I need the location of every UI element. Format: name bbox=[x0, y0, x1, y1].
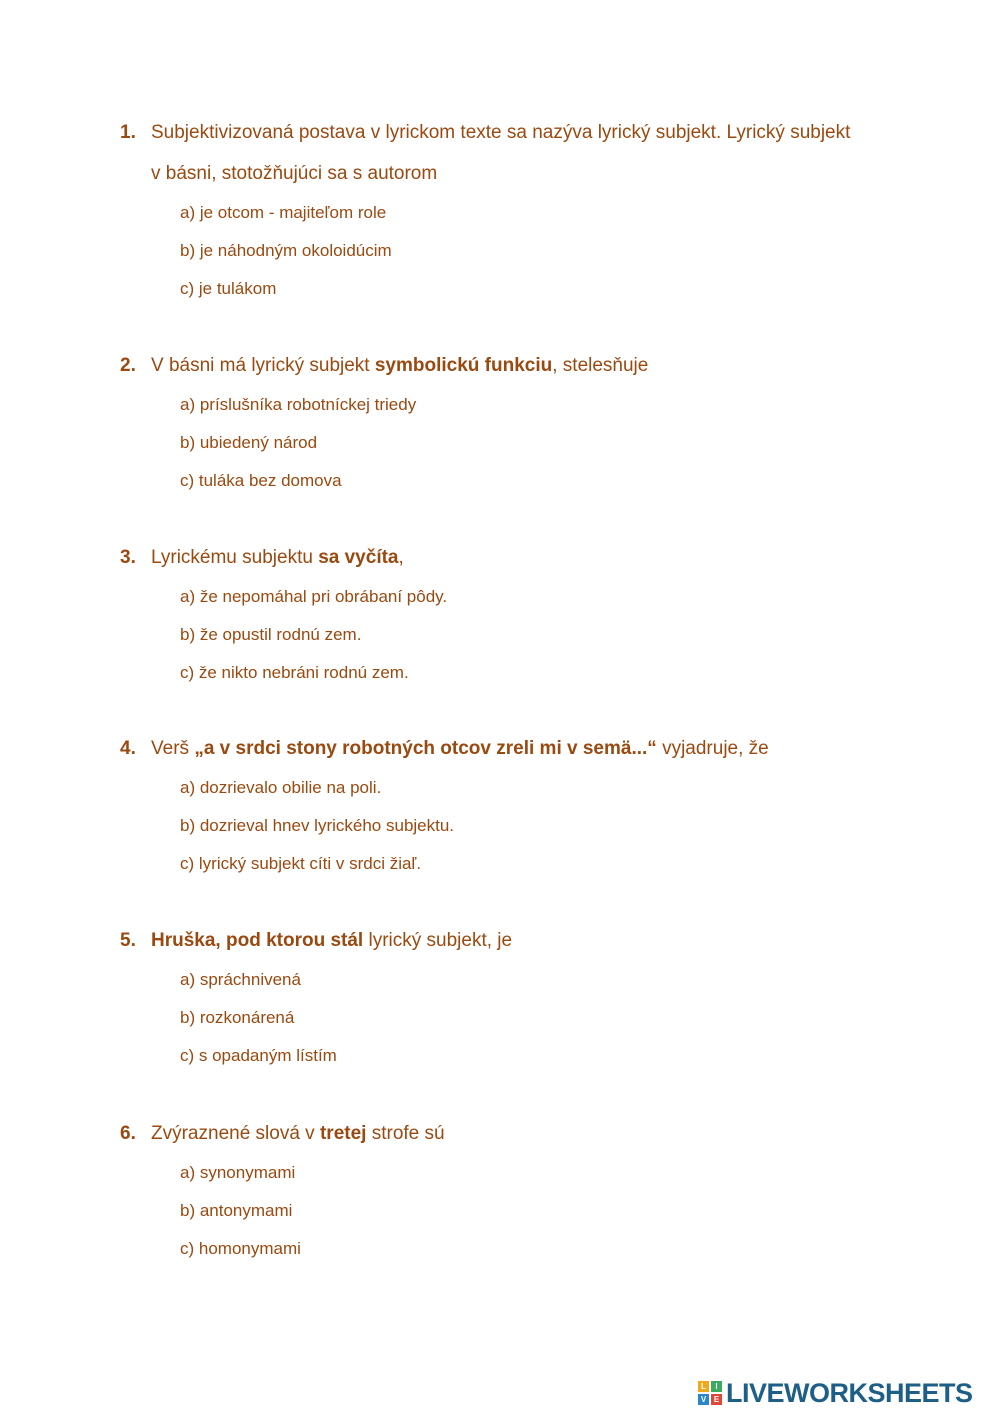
question-text bbox=[151, 112, 910, 153]
question-text-part: , stelesňuje bbox=[552, 355, 649, 376]
question-text-bold: „a v srdci stony robotných otcov zreli mi v semä...“ bbox=[194, 738, 657, 759]
answer-option[interactable]: c) s opadaným lístím bbox=[180, 1046, 337, 1065]
question-text-continuation: v básni, stotožňujúci sa s autorom bbox=[151, 163, 438, 184]
answer-option[interactable]: c) lyrický subjekt cíti v srdci žiaľ. bbox=[180, 854, 422, 873]
question-text-part: , bbox=[398, 547, 404, 568]
question-number: 1. bbox=[120, 122, 136, 143]
liveworksheets-logo bbox=[698, 1377, 973, 1409]
answer-option[interactable]: b) dozrieval hnev lyrického subjektu. bbox=[180, 816, 455, 835]
answer-option[interactable]: a) je otcom - majiteľom role bbox=[180, 203, 387, 222]
logo-icon bbox=[698, 1381, 722, 1405]
answer-option[interactable]: b) že opustil rodnú zem. bbox=[180, 625, 362, 644]
question-text bbox=[151, 1113, 910, 1154]
logo-letter-e: E bbox=[711, 1394, 722, 1405]
question-4 bbox=[120, 728, 910, 883]
question-line bbox=[120, 537, 910, 578]
answer-option[interactable]: c) tuláka bez domova bbox=[180, 471, 342, 490]
answer-option[interactable]: a) synonymami bbox=[180, 1163, 296, 1182]
logo-text: LIVEWORKSHEETS bbox=[726, 1377, 973, 1408]
question-text-part: Subjektivizovaná postava v lyrickom texte sa nazýva lyrický subjekt. Lyrický subjekt bbox=[151, 122, 851, 143]
question-text-part: Verš bbox=[151, 738, 195, 759]
question-text-bold: symbolickú funkciu bbox=[374, 355, 553, 376]
logo-letter-l: L bbox=[698, 1381, 709, 1392]
question-line bbox=[120, 112, 910, 153]
answer-option[interactable]: b) rozkonárená bbox=[180, 1008, 295, 1027]
answer-option[interactable]: b) antonymami bbox=[180, 1201, 293, 1220]
question-3 bbox=[120, 537, 910, 692]
question-text-part: Lyrickému subjektu bbox=[151, 547, 319, 568]
question-text-part: V básni má lyrický subjekt bbox=[151, 355, 375, 376]
question-line bbox=[120, 1113, 910, 1154]
answer-option[interactable]: b) je náhodným okoloidúcim bbox=[180, 241, 392, 260]
answer-option[interactable]: a) príslušníka robotníckej triedy bbox=[180, 395, 417, 414]
question-text-part: strofe sú bbox=[366, 1123, 445, 1144]
answer-option[interactable]: b) ubiedený národ bbox=[180, 433, 318, 452]
question-number: 4. bbox=[120, 738, 136, 759]
answer-option[interactable]: a) dozrievalo obilie na poli. bbox=[180, 778, 382, 797]
question-text-part: Zvýraznené slová v bbox=[151, 1123, 320, 1144]
question-text bbox=[151, 920, 910, 961]
answer-option[interactable]: a) že nepomáhal pri obrábaní pôdy. bbox=[180, 587, 448, 606]
question-text-bold: tretej bbox=[319, 1123, 367, 1144]
answer-option[interactable]: c) že nikto nebráni rodnú zem. bbox=[180, 663, 409, 682]
question-line bbox=[120, 345, 910, 386]
question-2 bbox=[120, 345, 910, 500]
answer-option[interactable]: c) je tulákom bbox=[180, 279, 277, 298]
question-text bbox=[151, 537, 910, 578]
logo-letter-i: I bbox=[711, 1381, 722, 1392]
question-5 bbox=[120, 920, 910, 1075]
question-6 bbox=[120, 1113, 910, 1268]
question-number: 2. bbox=[120, 355, 136, 376]
question-text-bold: Hruška, pod ktorou stál bbox=[151, 930, 364, 951]
question-text bbox=[151, 345, 910, 386]
answer-option[interactable]: c) homonymami bbox=[180, 1239, 301, 1258]
question-number: 3. bbox=[120, 547, 136, 568]
answer-option[interactable]: a) spráchnivená bbox=[180, 970, 301, 989]
question-text-bold: sa vyčíta bbox=[318, 547, 399, 568]
question-text-part: vyjadruje, že bbox=[656, 738, 769, 759]
question-text-part: lyrický subjekt, je bbox=[363, 930, 513, 951]
question-number: 5. bbox=[120, 930, 136, 951]
logo-letter-v: V bbox=[698, 1394, 709, 1405]
question-1 bbox=[120, 112, 910, 308]
question-text bbox=[151, 728, 910, 769]
question-line bbox=[120, 920, 910, 961]
question-number: 6. bbox=[120, 1123, 136, 1144]
question-line bbox=[120, 728, 910, 769]
